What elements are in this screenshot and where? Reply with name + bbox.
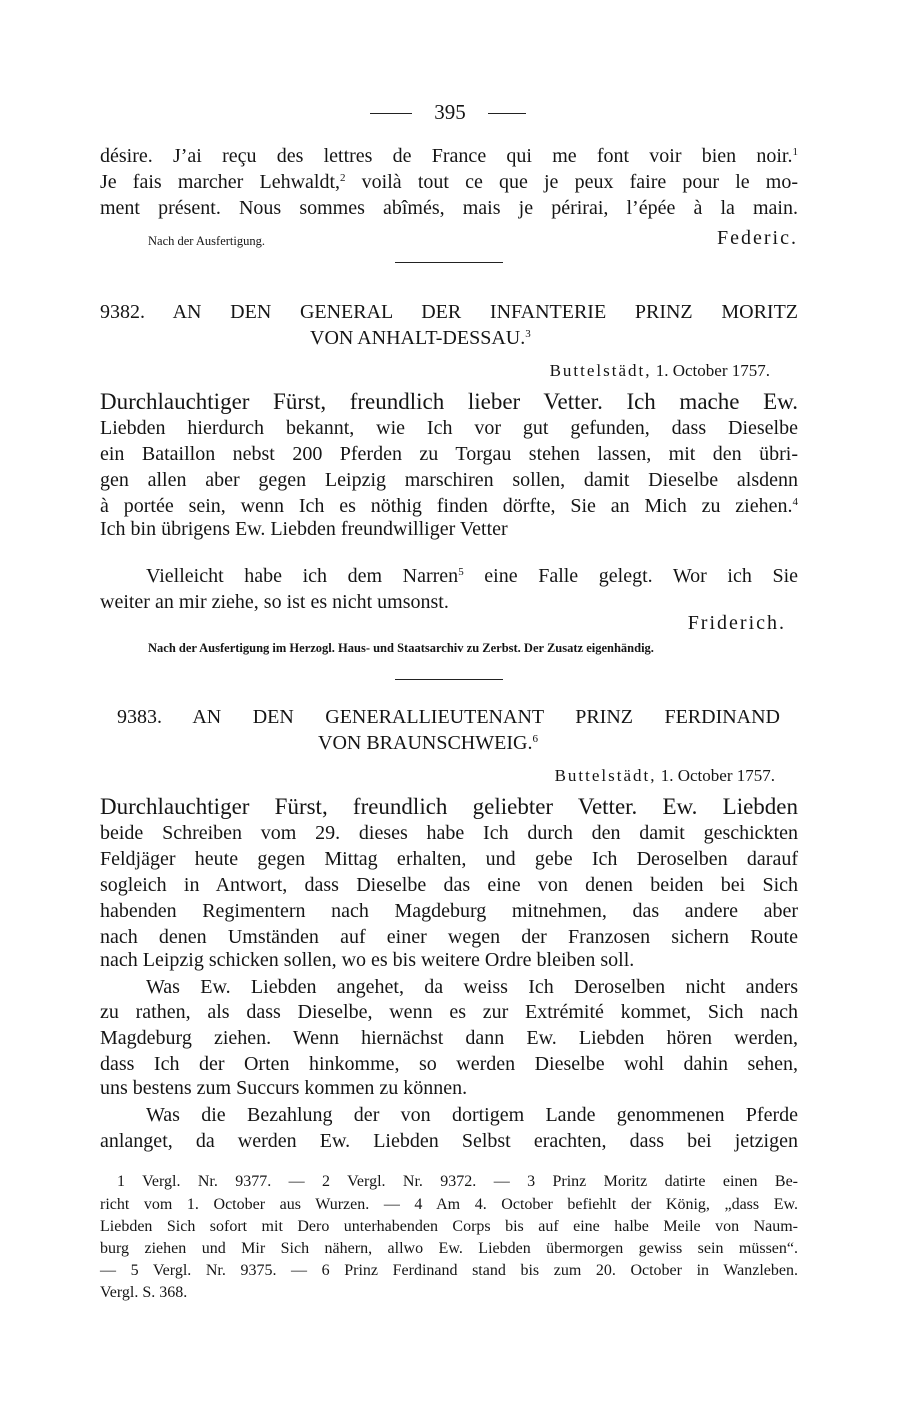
- footnote-ref: 1: [792, 146, 798, 158]
- footnote-line: burg ziehen und Mir Sich nähern, allwo Ew. Liebden übermorgen gewiss sein müssen“.: [100, 1240, 798, 1257]
- body-line: uns bestens zum Succurs kommen zu können.: [100, 1077, 468, 1099]
- body-line: sogleich in Antwort, dass Dieselbe das eine von denen beiden bei Sich: [100, 874, 798, 896]
- body-line: anlanget, da werden Ew. Liebden Selbst erachten, dass bei jetzigen: [100, 1130, 798, 1152]
- body-line: gen allen aber gegen Leipzig marschiren sollen, damit Dieselbe alsdenn: [100, 469, 798, 491]
- page-number-rule-left: [370, 113, 412, 114]
- footnote-line: — 5 Vergl. Nr. 9375. — 6 Prinz Ferdinand stand bis zum 20. October in Wanzleben.: [100, 1262, 798, 1279]
- body-line: [100, 794, 798, 821]
- text: VON ANHALT-DESSAU.: [310, 327, 526, 349]
- source-note: Nach der Ausfertigung.: [148, 234, 265, 248]
- body-line: ein Bataillon nebst 200 Pferden zu Torgau stehen lassen, mit den übri-: [100, 443, 798, 465]
- dateline: [400, 360, 770, 382]
- footnote-line: Liebden Sich sofort mit Dero unterhabenden Corps bis auf eine halbe Meile von Naum-: [100, 1218, 798, 1235]
- postscript-line: [146, 563, 798, 589]
- heading-line: 9383. AN DEN GENERALLIEUTENANT PRINZ FERDINAND: [117, 706, 780, 728]
- text: VON BRAUNSCHWEIG.: [318, 732, 533, 754]
- source-note: Nach der Ausfertigung im Herzogl. Haus- und Staatsarchiv zu Zerbst. Der Zusatz eigenhändig.: [148, 641, 654, 655]
- body-line: Magdeburg ziehen. Wenn hiernächst dann Ew. Liebden hören werden,: [100, 1027, 798, 1049]
- section-divider: [395, 262, 503, 263]
- dateline: [400, 765, 775, 787]
- footnote-ref: 6: [532, 733, 538, 745]
- date: 1. October 1757.: [660, 766, 775, 785]
- body-line: dass Ich der Orten hinkomme, so werden Dieselbe wohl dahin sehen,: [100, 1053, 798, 1075]
- section-divider: [395, 679, 503, 680]
- body-line: Was Ew. Liebden angehet, da weiss Ich Deroselben nicht anders: [146, 976, 798, 998]
- body-line: zu rathen, als dass Dieselbe, wenn es zur Extrémité kommet, Sich nach: [100, 1001, 798, 1023]
- footnote-line: Vergl. S. 368.: [100, 1284, 188, 1301]
- body-line: ment présent. Nous sommes abîmés, mais je périrai, l’épée à la main.: [100, 197, 798, 219]
- footnote-ref: 2: [340, 172, 346, 184]
- body-line: Ich bin übrigens Ew. Liebden freundwilliger Vetter: [100, 518, 508, 540]
- place: Buttelstädt,: [549, 361, 652, 380]
- body-line: Was die Bezahlung der von dortigem Lande genommenen Pferde: [146, 1104, 798, 1126]
- date: 1. October 1757.: [655, 361, 770, 380]
- text: désire. J’ai reçu des lettres de France qui me font voir bien noir.: [100, 145, 793, 167]
- heading-line: 9382. AN DEN GENERAL DER INFANTERIE PRINZ MORITZ: [100, 301, 798, 323]
- heading-line: [310, 325, 531, 351]
- body-line: nach denen Umständen auf einer wegen der Franzosen sichern Route: [100, 926, 798, 948]
- body-line: Liebden hierdurch bekannt, wie Ich vor gut gefunden, dass Dieselbe: [100, 417, 798, 439]
- footnote-ref: 5: [458, 566, 464, 578]
- text: Vielleicht habe ich dem Narren: [146, 565, 459, 587]
- signature: Federic.: [717, 227, 798, 249]
- footnote-ref: 3: [525, 328, 531, 340]
- body-line: Feldjäger heute gegen Mittag erhalten, und gebe Ich Deroselben darauf: [100, 848, 798, 870]
- signature: Friderich.: [687, 612, 786, 634]
- footnote-ref: 4: [792, 496, 798, 508]
- body-line: [100, 143, 798, 169]
- body-line: beide Schreiben vom 29. dieses habe Ich durch den damit geschickten: [100, 822, 798, 844]
- place: Buttelstädt,: [554, 766, 657, 785]
- text: Je fais marcher Lehwaldt,: [100, 171, 341, 193]
- text: à portée sein, wenn Ich es nöthig finden dörfte, Sie an Mich zu ziehen.: [100, 495, 793, 517]
- postscript-line: weiter an mir ziehe, so ist es nicht umsonst.: [100, 591, 449, 613]
- heading-line: [318, 730, 538, 756]
- text: eine Falle gelegt. Wor ich Sie: [463, 565, 799, 587]
- body-line: nach Leipzig schicken sollen, wo es bis weitere Ordre bleiben soll.: [100, 949, 635, 971]
- footnote-line: richt vom 1. October aus Wurzen. — 4 Am 4. October befiehlt der König, „dass Ew.: [100, 1196, 798, 1213]
- text: Durchlauchtiger Fürst, freundlich lieber Vetter. Ich mache Ew.: [100, 389, 798, 414]
- text: [146, 565, 798, 587]
- text: Durchlauchtiger Fürst, freundlich geliebter Vetter. Ew. Liebden: [100, 794, 798, 819]
- body-line: habenden Regimentern nach Magdeburg mitnehmen, das andere aber: [100, 900, 798, 922]
- footnote-line: 1 Vergl. Nr. 9377. — 2 Vergl. Nr. 9372. — 3 Prinz Moritz datirte einen Be-: [117, 1173, 798, 1190]
- text: voilà tout ce que je peux faire pour le mo-: [345, 171, 798, 193]
- body-line: [100, 389, 798, 416]
- page-number-rule-right: [488, 113, 526, 114]
- body-line: [100, 169, 798, 195]
- page-number: 395: [434, 100, 466, 124]
